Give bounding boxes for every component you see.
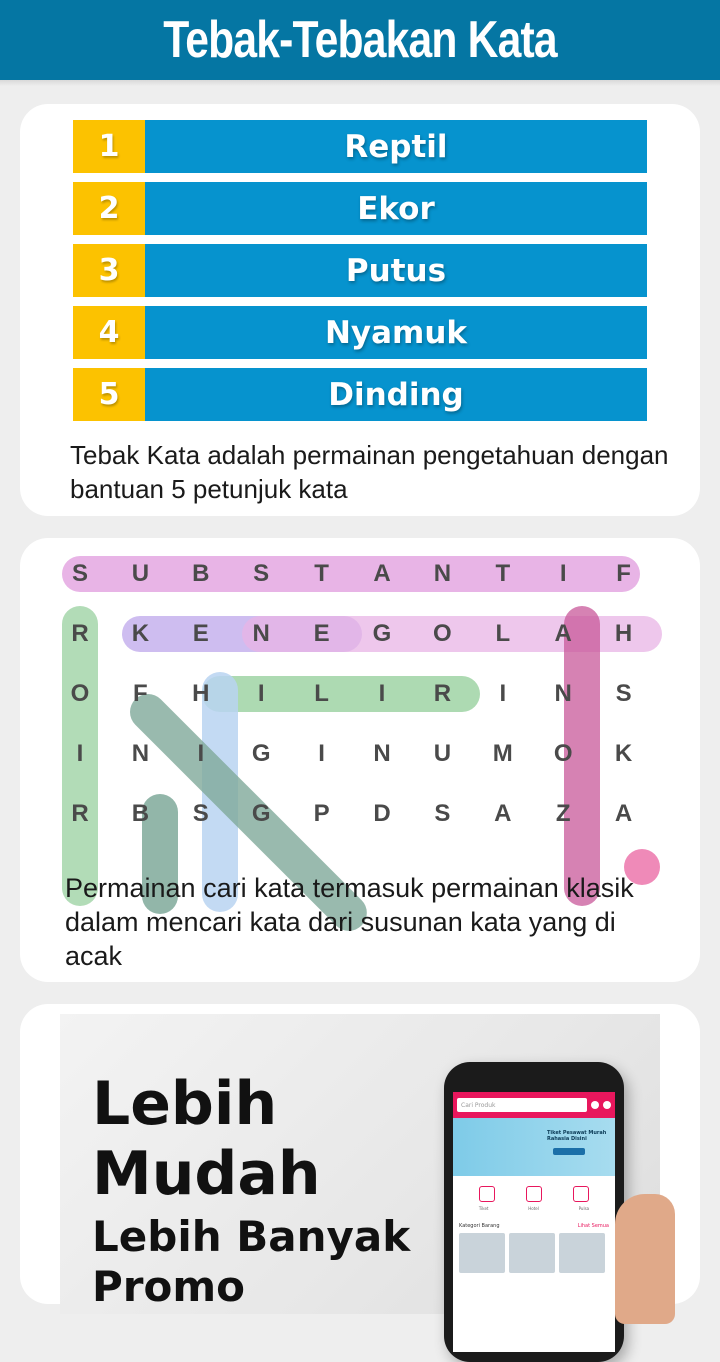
grid-letter: L bbox=[495, 620, 511, 647]
clue-number: 2 bbox=[73, 182, 145, 235]
grid-letter: U bbox=[131, 560, 150, 587]
phone-category-label: Tiket bbox=[478, 1206, 489, 1211]
phone-banner-text: Tiket Pesawat Murah Rahasia Disini bbox=[547, 1130, 607, 1142]
grid-letter: O bbox=[433, 620, 452, 647]
grid-letter: A bbox=[494, 800, 512, 827]
grid-letter: A bbox=[373, 560, 391, 587]
phone-search-input: Cari Produk bbox=[457, 1098, 587, 1112]
grid-letter: M bbox=[492, 740, 513, 767]
grid-letter: S bbox=[253, 560, 270, 587]
grid-letter: G bbox=[251, 740, 271, 767]
grid-letter: L bbox=[314, 680, 329, 707]
grid-letter: I bbox=[378, 680, 386, 707]
grid-letter: S bbox=[434, 800, 451, 827]
bell-icon bbox=[603, 1101, 611, 1109]
phone-illustration bbox=[444, 1062, 624, 1362]
grid-letter: K bbox=[614, 740, 633, 767]
phone-product-image bbox=[559, 1233, 605, 1273]
grid-letter: H bbox=[192, 680, 210, 707]
app-title: Tebak-Tebakan Kata bbox=[163, 11, 557, 69]
pulsa-icon bbox=[573, 1186, 589, 1202]
grid-letter: B bbox=[131, 800, 150, 827]
grid-letter: O bbox=[553, 740, 573, 767]
phone-search-bar bbox=[453, 1092, 615, 1118]
grid-letter: T bbox=[495, 560, 511, 587]
grid-letter: I bbox=[197, 740, 205, 767]
clue-number: 4 bbox=[73, 306, 145, 359]
promo-line: Promo bbox=[92, 1262, 245, 1311]
phone-product-image bbox=[509, 1233, 555, 1273]
clue-word: Nyamuk bbox=[145, 306, 647, 359]
grid-letter: G bbox=[372, 620, 392, 647]
card-tebak-kata[interactable] bbox=[20, 104, 700, 516]
grid-letter: G bbox=[251, 800, 271, 827]
grid-letter: A bbox=[554, 620, 572, 647]
hand-illustration bbox=[615, 1194, 675, 1324]
clue-word: Ekor bbox=[145, 182, 647, 235]
grid-letter: I bbox=[257, 680, 265, 707]
grid-letter: K bbox=[131, 620, 150, 647]
grid-letter: O bbox=[70, 680, 90, 707]
grid-letter: I bbox=[559, 560, 567, 587]
phone-section-link: Lihat Semua bbox=[577, 1223, 609, 1229]
grid-letter: Z bbox=[555, 800, 571, 827]
grid-letter: B bbox=[192, 560, 210, 587]
phone-banner bbox=[453, 1118, 615, 1176]
grid-letter: R bbox=[433, 680, 452, 707]
grid-letter: R bbox=[71, 800, 89, 827]
phone-category-label: Hotel bbox=[528, 1206, 539, 1211]
clue-row bbox=[73, 182, 647, 235]
clue-list bbox=[73, 120, 647, 430]
grid-letter: S bbox=[192, 800, 209, 827]
grid-letter: I bbox=[76, 740, 84, 767]
promo-line: Lebih bbox=[92, 1069, 278, 1139]
grid-letter: T bbox=[314, 560, 329, 587]
clue-word: Putus bbox=[145, 244, 647, 297]
grid-letter: N bbox=[131, 740, 150, 767]
phone-product-list bbox=[453, 1233, 615, 1273]
phone-section-title: Kategori Barang bbox=[459, 1223, 500, 1229]
ticket-icon bbox=[479, 1186, 495, 1202]
grid-letter: N bbox=[373, 740, 391, 767]
word-search-grid bbox=[60, 554, 660, 859]
clue-number: 5 bbox=[73, 368, 145, 421]
grid-letter: I bbox=[318, 740, 325, 767]
grid-letter: A bbox=[614, 800, 633, 827]
grid-letter: R bbox=[71, 620, 89, 647]
grid-letter: P bbox=[313, 800, 330, 827]
phone-product-image bbox=[459, 1233, 505, 1273]
grid-letter: H bbox=[614, 620, 633, 647]
clue-row bbox=[73, 244, 647, 297]
grid-letter: D bbox=[373, 800, 391, 827]
grid-letter: S bbox=[615, 680, 632, 707]
grid-letter: E bbox=[192, 620, 209, 647]
phone-screen bbox=[453, 1092, 615, 1352]
grid-letter: E bbox=[313, 620, 330, 647]
grid-letter: N bbox=[252, 620, 270, 647]
grid-letter: F bbox=[133, 680, 148, 707]
grid-letter: I bbox=[499, 680, 507, 707]
clue-number: 1 bbox=[73, 120, 145, 173]
phone-category-label: Pulsa bbox=[578, 1206, 590, 1211]
card-cari-kata[interactable] bbox=[20, 538, 700, 982]
app-bar bbox=[0, 0, 720, 80]
card-promo[interactable] bbox=[20, 1004, 700, 1311]
clue-word: Dinding bbox=[145, 368, 647, 421]
promo-line: Lebih Banyak bbox=[92, 1212, 411, 1261]
grid-letter: S bbox=[71, 560, 88, 587]
clue-word: Reptil bbox=[145, 120, 647, 173]
card-description: Tebak Kata adalah permainan pengetahuan dengan bantuan 5 petunjuk kata bbox=[70, 440, 669, 504]
grid-letter: N bbox=[554, 680, 572, 707]
app-bar-shadow bbox=[0, 80, 720, 86]
hotel-icon bbox=[526, 1186, 542, 1202]
phone-categories bbox=[453, 1176, 615, 1206]
promo-line: Mudah bbox=[92, 1139, 321, 1209]
cart-icon bbox=[591, 1101, 599, 1109]
grid-letter: F bbox=[616, 560, 631, 587]
phone-section-header bbox=[453, 1211, 615, 1233]
grid-letter: U bbox=[433, 740, 452, 767]
clue-row bbox=[73, 120, 647, 173]
clue-row bbox=[73, 306, 647, 359]
promo-banner[interactable] bbox=[60, 1014, 660, 1314]
card-description: Permainan cari kata termasuk permainan klasik dalam mencari kata dari susunan kata yang di acak bbox=[65, 873, 634, 971]
phone-banner-button bbox=[553, 1148, 585, 1155]
clue-row bbox=[73, 368, 647, 421]
grid-letter: N bbox=[433, 560, 452, 587]
clue-number: 3 bbox=[73, 244, 145, 297]
